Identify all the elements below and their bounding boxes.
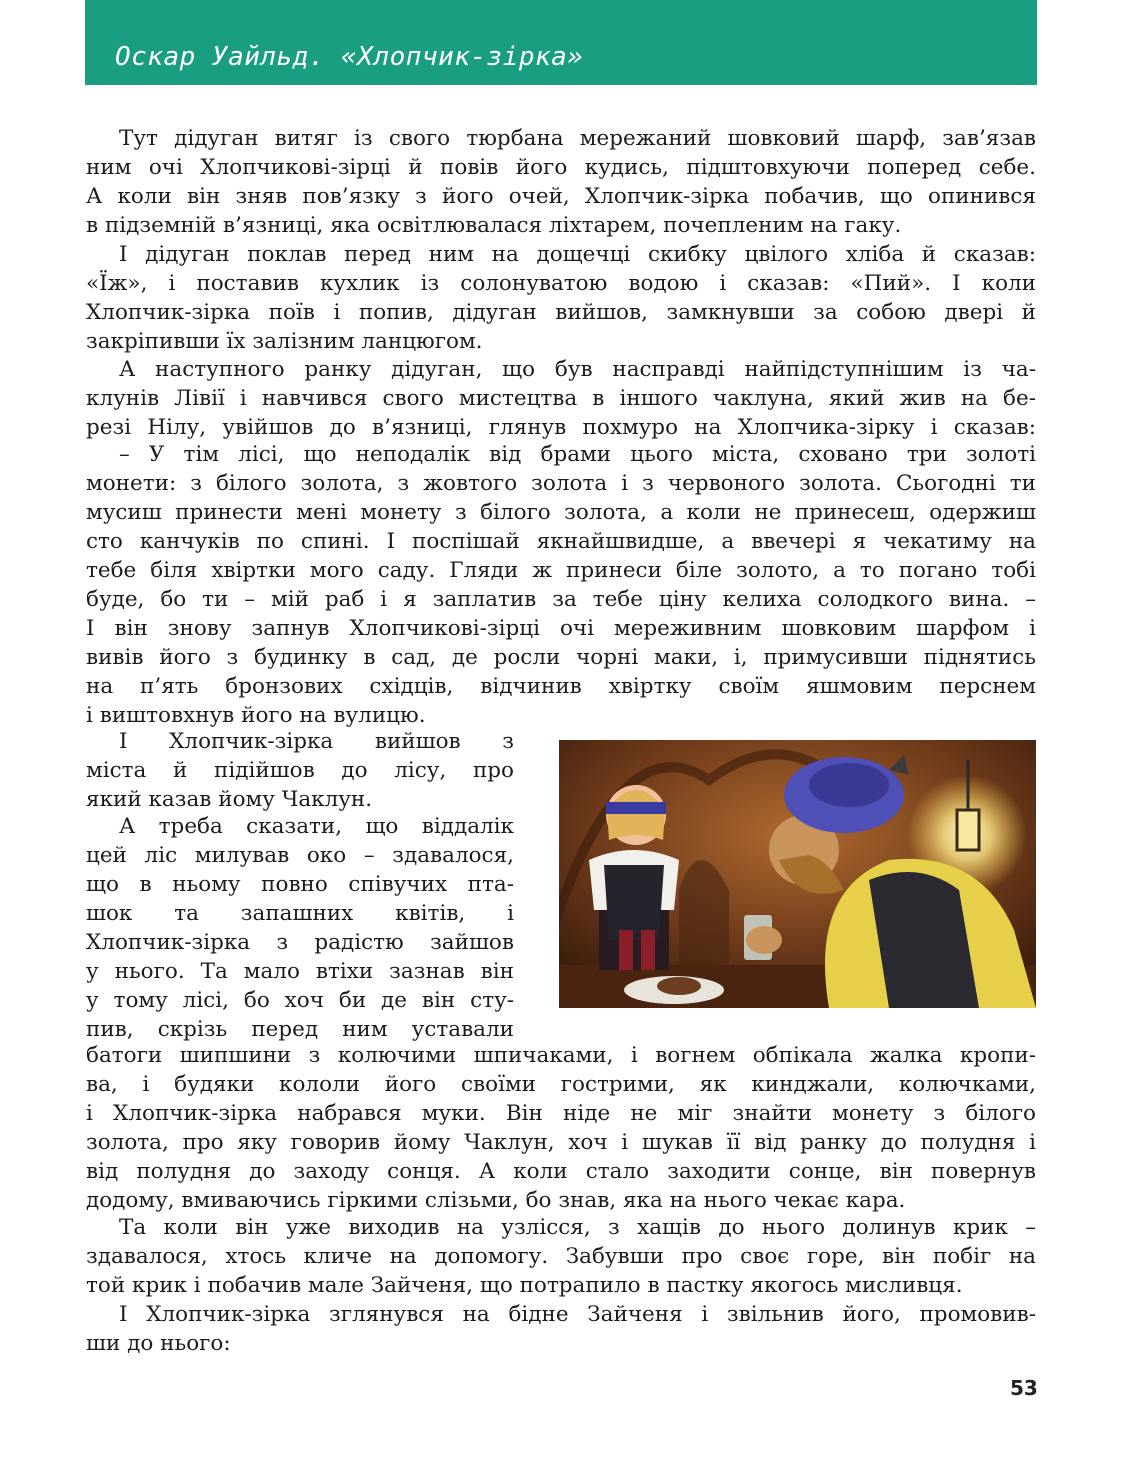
text-line: який казав йому Чаклун.	[86, 787, 373, 812]
text-line: і виштовхнув його на вулицю.	[86, 703, 426, 728]
text-line: клунів Лівії і навчився свого мистецтва в іншого чаклуна, який жив на бе-	[86, 386, 1036, 411]
text-line: ва, і будяки кололи його своїми гострими, як кинджали, колючками,	[86, 1072, 1036, 1097]
text-line: Хлопчик-зірка з радістю зайшов	[86, 930, 514, 955]
text-line: у тому лісі, бо хоч би де він сту-	[86, 988, 514, 1013]
text-line: І Хлопчик-зірка вийшов з	[119, 729, 514, 754]
text-line: А коли він зняв пов’язку з його очей, Хлопчик-зірка побачив, що опинився	[86, 184, 1036, 209]
text-line: – У тім лісі, що неподалік від брами цього міста, сховано три золоті	[119, 442, 1036, 467]
text-line: Тут дідуган витяг із свого тюрбана мережаний шовковий шарф, зав’язав	[119, 126, 1036, 151]
paragraph-3	[86, 355, 1036, 442]
paragraph-2	[86, 240, 1036, 356]
text-line: «Їж», і поставив кухлик із солонуватою водою і сказав: «Пий». І коли	[86, 271, 1036, 296]
paragraph-5	[86, 727, 514, 814]
text-line: шок та запашних квітів, і	[86, 901, 514, 926]
chapter-title: Оскар Уайльд. «Хлопчик-зірка»	[115, 42, 584, 72]
paragraph-1	[86, 124, 1036, 240]
text-line: І дідуган поклав перед ним на дощечці скибку цвілого хліба й сказав:	[119, 242, 1036, 267]
text-line: той крик і побачив мале Зайченя, що потрапило в пастку якогось мисливця.	[86, 1273, 963, 1298]
story-illustration	[559, 740, 1036, 1008]
text-line: Та коли він уже виходив на узлісся, з хащів до нього долинув крик –	[119, 1215, 1036, 1240]
text-line: І Хлопчик-зірка зглянувся на бідне Зайченя і звільнив його, промовив-	[119, 1302, 1036, 1327]
paragraph-4	[86, 440, 1036, 730]
text-line: тебе біля хвіртки мого саду. Гляди ж принеси біле золото, а то погано тобі	[86, 558, 1036, 583]
text-line: у нього. Та мало втіхи зазнав він	[86, 959, 514, 984]
text-line: пив, скрізь перед ним уставали	[86, 1017, 514, 1042]
paragraph-7	[86, 1213, 1036, 1300]
text-line: Хлопчик-зірка поїв і попив, дідуган вийшов, замкнувши за собою двері й	[86, 300, 1036, 325]
paragraph-6-continued	[86, 1041, 1036, 1215]
paragraph-6	[86, 812, 514, 1044]
text-line: що в ньому повно співучих пта-	[86, 872, 514, 897]
text-line: мусиш принести мені монету з білого золота, а коли не принесеш, одержиш	[86, 500, 1036, 525]
text-line: на п’ять бронзових східців, відчинив хвіртку своїм яшмовим перснем	[86, 674, 1036, 699]
text-line: золота, про яку говорив йому Чаклун, хоч і шукав її від ранку до полудня і	[86, 1130, 1036, 1155]
text-line: цей ліс милував око – здавалося,	[86, 843, 514, 868]
text-line: від полудня до заходу сонця. А коли стало заходити сонце, він повернув	[86, 1159, 1036, 1184]
text-line: ним очі Хлопчикові-зірці й повів його кудись, підштовхуючи поперед себе.	[86, 155, 1036, 180]
text-line: А наступного ранку дідуган, що був насправді найпідступнішим із ча-	[119, 357, 1036, 382]
text-line: буде, бо ти – мій раб і я заплатив за тебе ціну келиха солодкого вина. –	[86, 587, 1036, 612]
text-line: сто канчуків по спині. І поспішай якнайшвидше, а ввечері я чекатиму на	[86, 529, 1036, 554]
text-line: батоги шипшини з колючими шпичаками, і вогнем обпікала жалка кропи-	[86, 1043, 1036, 1068]
text-line: А треба сказати, що віддалік	[119, 814, 514, 839]
paragraph-8	[86, 1300, 1036, 1358]
text-line: І він знову запнув Хлопчикові-зірці очі мереживним шовковим шарфом і	[86, 616, 1036, 641]
text-line: додому, вмиваючись гіркими слізьми, бо знав, яка на нього чекає кара.	[86, 1188, 906, 1213]
chapter-header	[85, 0, 1037, 85]
text-line: монети: з білого золота, з жовтого золота і з червоного золота. Сьогодні ти	[86, 471, 1036, 496]
text-line: міста й підійшов до лісу, про	[86, 758, 514, 783]
text-line: здавалося, хтось кличе на допомогу. Забувши про своє горе, він побіг на	[86, 1244, 1036, 1269]
text-line: ши до нього:	[86, 1331, 231, 1356]
text-line: резі Нілу, увійшов до в’язниці, глянув похмуро на Хлопчика-зірку і сказав:	[86, 415, 1036, 440]
text-line: в підземній в’язниці, яка освітлювалася ліхтарем, почепленим на гаку.	[86, 213, 902, 238]
page-number: 53	[1010, 1376, 1038, 1400]
text-line: закріпивши їх залізним ланцюгом.	[86, 329, 483, 354]
text-line: вивів його з будинку в сад, де росли чорні маки, і, примусивши піднятись	[86, 645, 1036, 670]
text-line: і Хлопчик-зірка набрався муки. Він ніде не міг знайти монету з білого	[86, 1101, 1036, 1126]
